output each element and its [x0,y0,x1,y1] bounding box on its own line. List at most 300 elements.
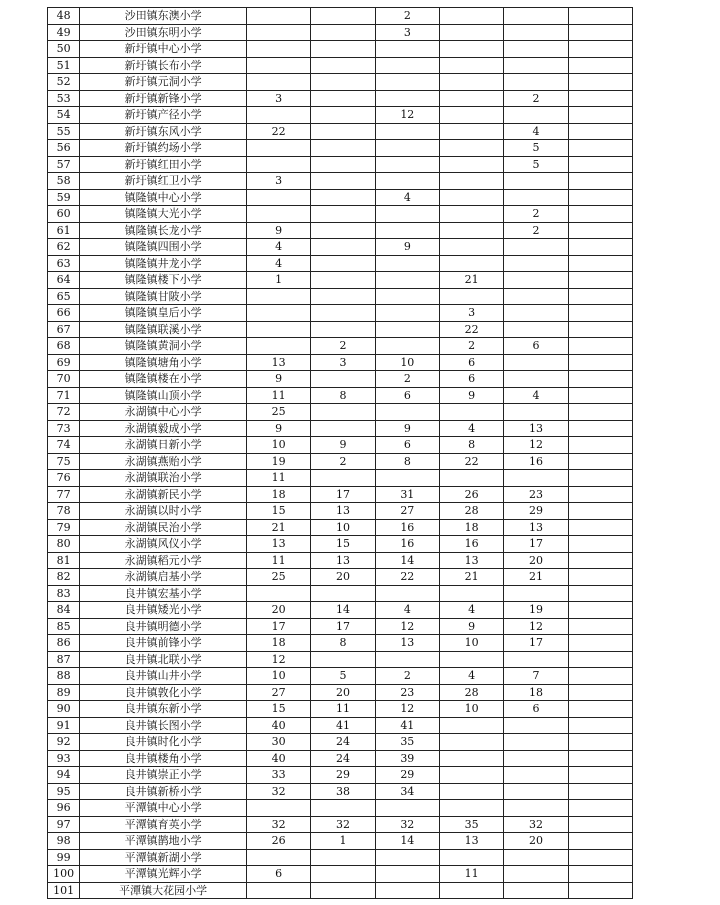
value-cell [311,305,375,322]
table-row [48,503,633,520]
value-cell: 32 [247,816,311,833]
row-number-cell: 66 [48,305,80,322]
row-number-cell: 80 [48,536,80,553]
school-name-cell: 镇隆镇长龙小学 [80,222,247,239]
value-cell: 21 [504,569,568,586]
value-cell [439,140,503,157]
value-cell [568,750,632,767]
value-cell: 16 [375,536,439,553]
value-cell: 20 [247,602,311,619]
value-cell [247,140,311,157]
row-number-cell: 68 [48,338,80,355]
table-row [48,24,633,41]
value-cell [311,272,375,289]
row-number-cell: 62 [48,239,80,256]
row-number-cell: 98 [48,833,80,850]
value-cell [311,800,375,817]
table-row [48,783,633,800]
table-row [48,734,633,751]
school-name-cell: 平潭镇新湖小学 [80,849,247,866]
row-number-cell: 90 [48,701,80,718]
value-cell [568,800,632,817]
value-cell [504,255,568,272]
table-row [48,750,633,767]
value-cell [568,189,632,206]
value-cell: 32 [247,783,311,800]
value-cell [568,519,632,536]
school-name-cell: 良井镇北联小学 [80,651,247,668]
value-cell: 13 [375,635,439,652]
school-name-cell: 平潭镇鹊地小学 [80,833,247,850]
value-cell: 31 [375,486,439,503]
school-name-cell: 良井镇崇正小学 [80,767,247,784]
value-cell: 2 [375,668,439,685]
table-row [48,816,633,833]
value-cell [375,866,439,883]
row-number-cell: 84 [48,602,80,619]
row-number-cell: 52 [48,74,80,91]
value-cell [504,173,568,190]
value-cell: 9 [311,437,375,454]
value-cell [568,684,632,701]
value-cell [311,222,375,239]
value-cell [375,123,439,140]
school-name-cell: 镇隆镇黄洞小学 [80,338,247,355]
table-row [48,849,633,866]
value-cell: 11 [247,387,311,404]
value-cell [439,470,503,487]
value-cell: 13 [504,420,568,437]
value-cell: 16 [439,536,503,553]
school-name-cell: 永湖镇中心小学 [80,404,247,421]
value-cell [311,321,375,338]
row-number-cell: 91 [48,717,80,734]
value-cell: 20 [504,552,568,569]
value-cell [568,833,632,850]
row-number-cell: 61 [48,222,80,239]
value-cell [568,486,632,503]
value-cell [568,387,632,404]
value-cell [504,107,568,124]
value-cell [311,41,375,58]
value-cell: 4 [504,123,568,140]
value-cell: 19 [247,453,311,470]
value-cell [504,305,568,322]
value-cell: 18 [247,635,311,652]
value-cell: 9 [247,420,311,437]
school-name-cell: 永湖镇稻元小学 [80,552,247,569]
table-row [48,552,633,569]
table-row [48,800,633,817]
value-cell [311,57,375,74]
row-number-cell: 55 [48,123,80,140]
table-row [48,701,633,718]
row-number-cell: 79 [48,519,80,536]
table-row [48,486,633,503]
value-cell [568,651,632,668]
table-row [48,272,633,289]
value-cell: 38 [311,783,375,800]
table-row [48,338,633,355]
row-number-cell: 77 [48,486,80,503]
school-name-cell: 新圩镇中心小学 [80,41,247,58]
table-row [48,519,633,536]
table-row [48,833,633,850]
value-cell [439,206,503,223]
value-cell [247,206,311,223]
value-cell: 9 [439,618,503,635]
value-cell [504,585,568,602]
value-cell: 28 [439,503,503,520]
row-number-cell: 83 [48,585,80,602]
school-name-cell: 新圩镇元洞小学 [80,74,247,91]
table-row [48,453,633,470]
row-number-cell: 49 [48,24,80,41]
value-cell [311,882,375,899]
row-number-cell: 70 [48,371,80,388]
value-cell [439,107,503,124]
value-cell: 13 [247,354,311,371]
value-cell [375,156,439,173]
table-row [48,767,633,784]
row-number-cell: 56 [48,140,80,157]
value-cell [504,750,568,767]
row-number-cell: 63 [48,255,80,272]
value-cell: 2 [375,371,439,388]
value-cell: 3 [375,24,439,41]
value-cell: 33 [247,767,311,784]
school-name-cell: 永湖镇以时小学 [80,503,247,520]
value-cell: 3 [247,90,311,107]
table-row [48,651,633,668]
value-cell [568,701,632,718]
value-cell: 28 [439,684,503,701]
value-cell [568,321,632,338]
value-cell [504,74,568,91]
value-cell [568,536,632,553]
row-number-cell: 53 [48,90,80,107]
value-cell: 17 [247,618,311,635]
school-name-cell: 良井镇楼角小学 [80,750,247,767]
value-cell [568,882,632,899]
value-cell [247,107,311,124]
table-row [48,8,633,25]
value-cell [247,24,311,41]
value-cell [504,866,568,883]
school-name-cell: 镇隆镇楼下小学 [80,272,247,289]
value-cell [568,272,632,289]
table-row [48,57,633,74]
table-row [48,371,633,388]
table-row [48,866,633,883]
value-cell [311,90,375,107]
value-cell: 2 [311,453,375,470]
value-cell: 29 [311,767,375,784]
value-cell [568,404,632,421]
value-cell [568,585,632,602]
table-row [48,255,633,272]
value-cell [504,404,568,421]
value-cell [439,255,503,272]
value-cell [247,321,311,338]
value-cell [504,882,568,899]
row-number-cell: 74 [48,437,80,454]
value-cell [311,585,375,602]
school-name-cell: 永湖镇日新小学 [80,437,247,454]
value-cell [568,783,632,800]
value-cell [568,338,632,355]
value-cell [568,123,632,140]
value-cell [375,140,439,157]
value-cell [311,123,375,140]
table-row [48,156,633,173]
value-cell: 3 [311,354,375,371]
table-row [48,585,633,602]
value-cell [568,503,632,520]
value-cell [375,41,439,58]
value-cell: 10 [311,519,375,536]
value-cell: 16 [504,453,568,470]
value-cell: 23 [504,486,568,503]
value-cell [375,90,439,107]
value-cell [375,882,439,899]
value-cell [439,123,503,140]
value-cell [247,288,311,305]
table-row [48,387,633,404]
school-name-cell: 平潭镇中心小学 [80,800,247,817]
value-cell: 34 [375,783,439,800]
row-number-cell: 76 [48,470,80,487]
value-cell [439,800,503,817]
table-row [48,41,633,58]
value-cell [247,156,311,173]
value-cell: 24 [311,750,375,767]
row-number-cell: 60 [48,206,80,223]
value-cell [311,189,375,206]
value-cell: 11 [439,866,503,883]
table-row [48,684,633,701]
table-row [48,536,633,553]
value-cell: 29 [504,503,568,520]
row-number-cell: 81 [48,552,80,569]
value-cell [311,107,375,124]
value-cell: 11 [311,701,375,718]
value-cell: 2 [375,8,439,25]
value-cell [504,24,568,41]
row-number-cell: 92 [48,734,80,751]
value-cell [311,74,375,91]
value-cell [375,173,439,190]
value-cell: 12 [375,107,439,124]
value-cell [568,569,632,586]
value-cell: 6 [375,387,439,404]
value-cell: 29 [375,767,439,784]
value-cell [311,866,375,883]
value-cell [568,734,632,751]
value-cell [568,107,632,124]
school-name-cell: 良井镇宏基小学 [80,585,247,602]
value-cell [375,222,439,239]
row-number-cell: 51 [48,57,80,74]
value-cell [247,882,311,899]
table-body [48,8,633,899]
school-name-cell: 良井镇山井小学 [80,668,247,685]
value-cell [568,90,632,107]
value-cell [375,206,439,223]
value-cell: 13 [311,552,375,569]
value-cell: 18 [439,519,503,536]
value-cell: 22 [439,453,503,470]
value-cell: 14 [375,552,439,569]
value-cell [568,437,632,454]
school-name-cell: 良井镇新桥小学 [80,783,247,800]
row-number-cell: 87 [48,651,80,668]
value-cell: 13 [439,552,503,569]
table-row [48,717,633,734]
school-name-cell: 新圩镇东风小学 [80,123,247,140]
school-name-cell: 良井镇时化小学 [80,734,247,751]
value-cell [311,404,375,421]
value-cell [439,41,503,58]
value-cell [247,585,311,602]
value-cell: 17 [504,635,568,652]
value-cell: 13 [247,536,311,553]
table-row [48,404,633,421]
school-name-cell: 永湖镇民治小学 [80,519,247,536]
school-name-cell: 镇隆镇塘角小学 [80,354,247,371]
table-row [48,74,633,91]
row-number-cell: 75 [48,453,80,470]
value-cell [504,849,568,866]
value-cell: 11 [247,470,311,487]
value-cell [504,371,568,388]
value-cell [568,866,632,883]
value-cell: 2 [504,222,568,239]
school-name-cell: 新圩镇红田小学 [80,156,247,173]
school-name-cell: 永湖镇新民小学 [80,486,247,503]
value-cell [439,882,503,899]
value-cell [568,618,632,635]
value-cell: 12 [504,618,568,635]
value-cell [375,305,439,322]
value-cell: 26 [247,833,311,850]
value-cell [439,651,503,668]
school-name-cell: 新圩镇约场小学 [80,140,247,157]
value-cell: 5 [504,140,568,157]
value-cell: 21 [439,569,503,586]
value-cell: 14 [375,833,439,850]
school-name-cell: 良井镇明德小学 [80,618,247,635]
value-cell [375,321,439,338]
value-cell: 4 [439,668,503,685]
value-cell [568,8,632,25]
value-cell [568,668,632,685]
value-cell [504,783,568,800]
row-number-cell: 73 [48,420,80,437]
value-cell [311,371,375,388]
value-cell: 15 [247,701,311,718]
row-number-cell: 48 [48,8,80,25]
value-cell: 6 [504,701,568,718]
value-cell [568,420,632,437]
row-number-cell: 101 [48,882,80,899]
value-cell [375,651,439,668]
table-row [48,239,633,256]
school-name-cell: 镇隆镇山顶小学 [80,387,247,404]
value-cell: 41 [311,717,375,734]
value-cell [504,272,568,289]
value-cell [504,717,568,734]
value-cell: 27 [375,503,439,520]
value-cell: 20 [504,833,568,850]
value-cell: 21 [247,519,311,536]
value-cell: 6 [504,338,568,355]
value-cell: 3 [439,305,503,322]
value-cell [375,338,439,355]
value-cell: 2 [504,90,568,107]
value-cell: 30 [247,734,311,751]
school-name-cell: 镇隆镇大光小学 [80,206,247,223]
value-cell: 12 [375,618,439,635]
value-cell: 2 [504,206,568,223]
value-cell [504,734,568,751]
value-cell: 22 [375,569,439,586]
value-cell: 4 [439,602,503,619]
value-cell [504,189,568,206]
value-cell: 5 [311,668,375,685]
value-cell [568,173,632,190]
value-cell: 17 [311,486,375,503]
school-name-cell: 良井镇矮光小学 [80,602,247,619]
value-cell [311,288,375,305]
row-number-cell: 57 [48,156,80,173]
value-cell [375,255,439,272]
value-cell: 12 [247,651,311,668]
row-number-cell: 82 [48,569,80,586]
row-number-cell: 71 [48,387,80,404]
value-cell [311,651,375,668]
row-number-cell: 89 [48,684,80,701]
table-row [48,173,633,190]
value-cell [568,453,632,470]
value-cell [568,767,632,784]
value-cell [247,41,311,58]
value-cell [247,305,311,322]
value-cell [311,849,375,866]
value-cell: 15 [311,536,375,553]
row-number-cell: 67 [48,321,80,338]
value-cell: 6 [439,354,503,371]
value-cell: 26 [439,486,503,503]
table-row [48,882,633,899]
value-cell: 23 [375,684,439,701]
value-cell [504,470,568,487]
value-cell [311,470,375,487]
value-cell [568,57,632,74]
value-cell [504,8,568,25]
value-cell [568,41,632,58]
table-row [48,321,633,338]
value-cell [568,305,632,322]
school-name-cell: 永湖镇风仪小学 [80,536,247,553]
value-cell [247,8,311,25]
value-cell: 13 [439,833,503,850]
table-row [48,107,633,124]
value-cell [439,8,503,25]
value-cell [311,206,375,223]
school-name-cell: 沙田镇东明小学 [80,24,247,41]
table-row [48,437,633,454]
